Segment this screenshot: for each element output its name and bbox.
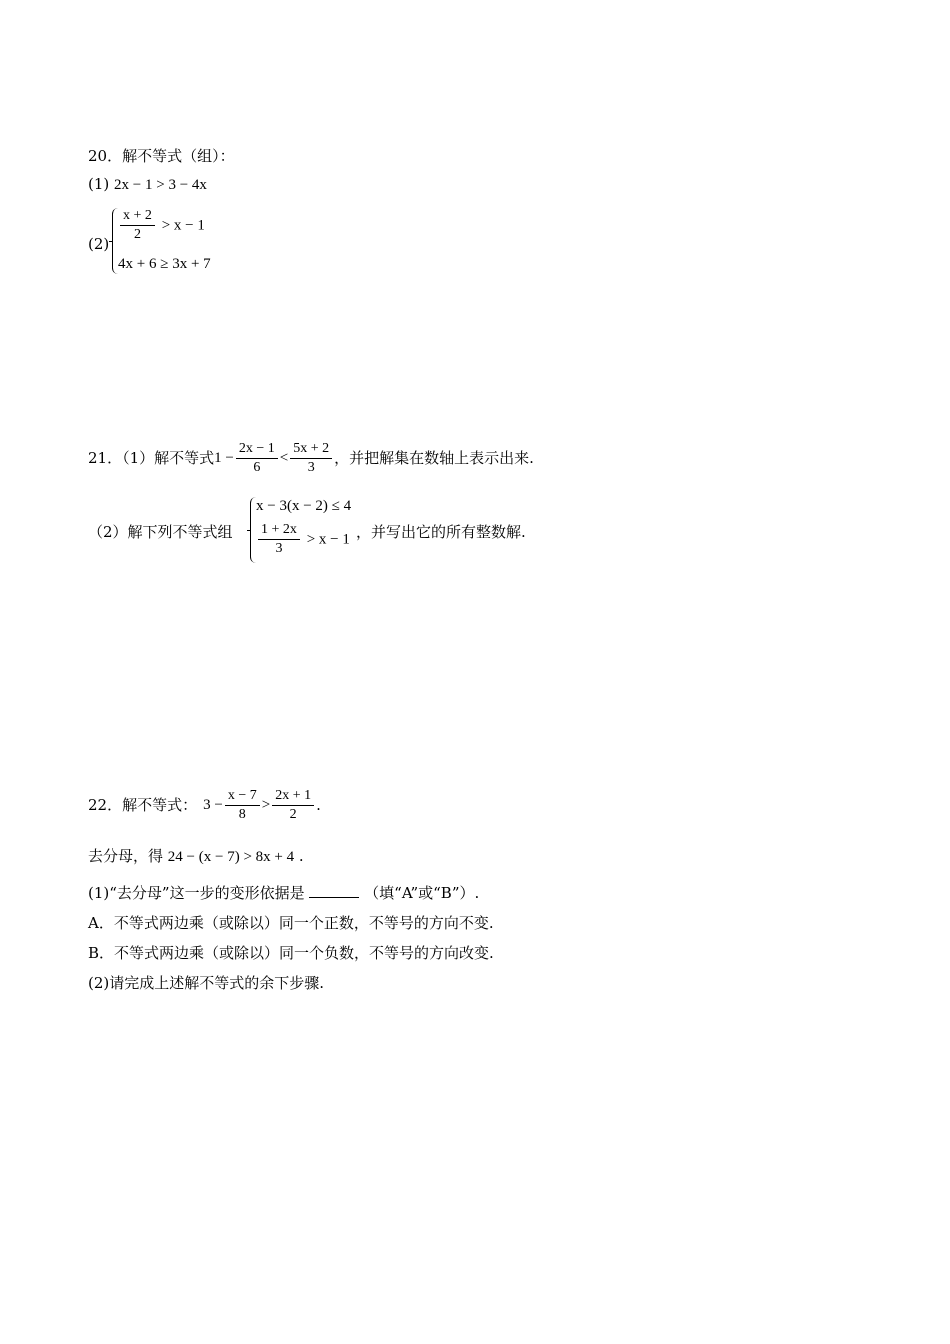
q21-row2-rest: > x − 1 [306, 531, 350, 548]
q20-row1-fraction [120, 207, 155, 244]
q22-fraction-2-denominator: 2 [289, 806, 297, 822]
q21-system-row1: x − 3(x − 2) ≤ 4 [256, 498, 352, 514]
q21-expr-pre: 1 − [214, 450, 234, 466]
q21-less-than: < [279, 450, 289, 466]
q20-part2-label: (2) [88, 235, 110, 253]
q22-fraction-2 [272, 787, 314, 824]
q22-step [88, 846, 304, 867]
q21-part2-lead: （2）解下列不等式组 [88, 523, 233, 541]
q22-option-a: A．不等式两边乘（或除以）同一个正数，不等号的方向不变. [88, 914, 494, 932]
q21-fraction-1 [236, 440, 278, 477]
q22-answer-blank[interactable] [309, 883, 359, 898]
q22-fraction-1-numerator: x − 7 [225, 787, 260, 806]
q22-step-expression: 24 − (x − 7) > 8x + 4 [167, 849, 295, 865]
q22-step-lead: 去分母，得 [88, 847, 164, 865]
q21-fraction-1-numerator: 2x − 1 [236, 440, 278, 459]
q20-system-row1 [118, 207, 205, 244]
q22-fraction-1-denominator: 8 [238, 806, 246, 822]
q21-tail: ，并把解集在数轴上表示出来. [334, 449, 534, 467]
q22-sub1-text: (1)“去分母”这一步的变形依据是 [88, 884, 305, 902]
q22-option-b: B．不等式两边乘（或除以）同一个负数，不等号的方向改变. [88, 944, 494, 962]
q22-fraction-1 [225, 787, 260, 824]
q21-fraction-2-numerator: 5x + 2 [290, 440, 332, 459]
q20-title: 20．解不等式（组）： [88, 147, 235, 165]
q20-row1-denominator: 2 [133, 227, 141, 242]
q22-end: . [316, 796, 321, 814]
q20-row1-numerator: x + 2 [120, 207, 155, 226]
q21-fraction-2-denominator: 3 [307, 459, 315, 475]
q21-system-row2 [256, 521, 350, 558]
q21-part2-tail: ，并写出它的所有整数解. [356, 523, 526, 541]
q22-subquestion-1 [88, 883, 479, 903]
q22-greater-than: > [261, 797, 271, 813]
q22-subquestion-2: (2)请完成上述解不等式的余下步骤. [88, 974, 325, 992]
q21-row2-numerator: 1 + 2x [258, 521, 300, 540]
q20-row1-rest: > x − 1 [161, 217, 205, 234]
q21-part1 [88, 436, 534, 480]
q21-lead: 21．（1）解不等式 [88, 449, 215, 467]
q22-sub1-hint: （填“A”或“B”）. [364, 884, 480, 902]
q21-fraction-2 [290, 440, 332, 477]
q22-lead: 22．解不等式： [88, 796, 198, 814]
q21-fraction-1-denominator: 6 [253, 459, 261, 475]
q20-part1 [88, 174, 207, 195]
q20-part1-label: (1) [88, 175, 110, 193]
q22-fraction-2-numerator: 2x + 1 [272, 787, 314, 806]
q22-statement [88, 783, 321, 827]
q22-expr-pre: 3 − [203, 797, 223, 813]
q20-system-row2: 4x + 6 ≥ 3x + 7 [118, 256, 211, 272]
q20-part1-expression: 2x − 1 > 3 − 4x [114, 177, 207, 193]
q21-row2-denominator: 3 [275, 541, 283, 556]
q22-step-end: . [298, 847, 304, 865]
q21-row2-fraction [258, 521, 300, 558]
